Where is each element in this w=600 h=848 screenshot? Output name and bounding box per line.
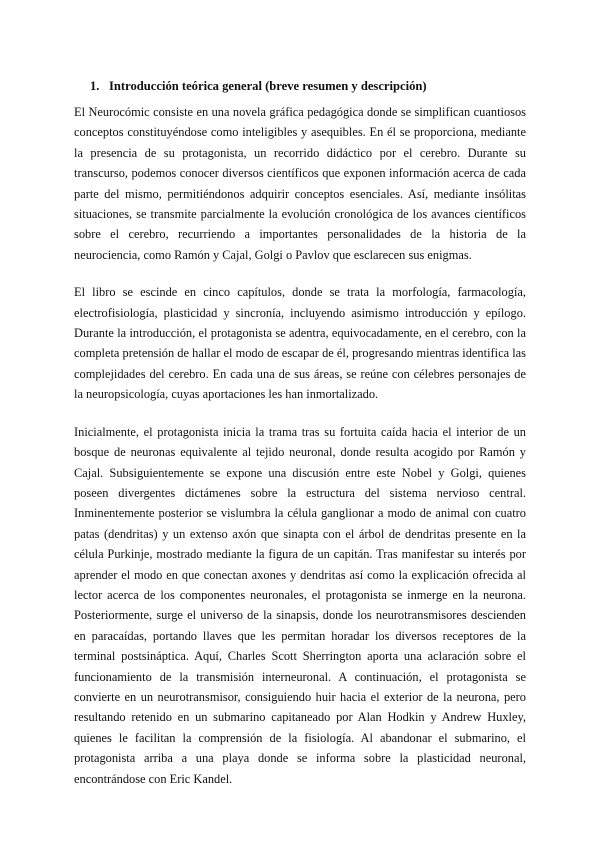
section-title: Introducción teórica general (breve resumen y descripción) [109,79,427,93]
body-text [74,102,526,806]
paragraph-plot: Inicialmente, el protagonista inicia la trama tras su fortuita caída hacia el interior de un bosque de neuronas equivalente al tejido neuronal, donde resulta acogido por Ramón y Cajal. Subsiguientemente se expone una discusión entre este Nobel y Golgi, quienes poseen divergentes dictámenes sobre la estructura del sistema nervioso central. Inminentemente posterior se vislumbra la célula ganglionar a modo de animal con cuatro patas (dendritas) y un extenso axón que sinapta con el árbol de dendritas presente en la célula Purkinje, mostrado mediante la figura de un capitán. Tras manifestar su interés por aprender el modo en que conectan axones y dendritas así como la explicación ofrecida al lector acerca de los componentes neuronales, el protagonista se inmerge en la neurona. Posteriormente, surge el universo de la sinapsis, donde los neurotransmisores descienden en paracaídas, portando llaves que les permitan horadar los diversos receptores de la terminal postsináptica. Aquí, Charles Scott Sherrington aporta una aclaración sobre el funcionamiento de la transmisión interneuronal. A continuación, el protagonista se convierte en un neurotransmisor, consiguiendo huir hacia el exterior de la neurona, pero resultando retenido en un submarino capitaneado por Alan Hodkin y Andrew Huxley, quienes le facilitan la comprensión de la fisiología. Al abandonar el submarino, el protagonista arriba a una playa donde se informa sobre la plasticidad neuronal, encontrándose con Eric Kandel. [74,424,526,786]
paragraph-intro: El Neurocómic consiste en una novela gráfica pedagógica donde se simplifican cuantiosos conceptos constituyéndose como inteligibles y asequibles. En él se proporciona, mediante la presencia de su protagonista, un recorrido didáctico por el cerebro. Durante su transcurso, podemos conocer diversos científicos que exponen información acerca de cada parte del mismo, permitiéndonos adquirir conceptos esenciales. Así, mediante insólitas situaciones, se transmite parcialmente la evolución cronológica de los avances científicos sobre el cerebro, recurriendo a importantes personalidades de la historia de la neurociencia, como Ramón y Cajal, Golgi o Pavlov que esclarecen sus enigmas. [74,105,526,262]
section-number: 1. [90,79,100,93]
paragraph-chapters: El libro se escinde en cinco capítulos, donde se trata la morfología, farmacología, electrofisiología, plasticidad y sincronía, incluyendo asimismo introducción y epílogo. Durante la introducción, el protagonista se adentra, equivocadamente, en el cerebro, con la completa pretensión de hallar el modo de escapar de él, progresando mientras identifica las complejidades del cerebro. En cada una de sus áreas, se reúne con célebres personajes de la neuropsicología, cuyas aportaciones les han inmortalizado. [74,285,526,402]
section-heading [90,78,530,94]
